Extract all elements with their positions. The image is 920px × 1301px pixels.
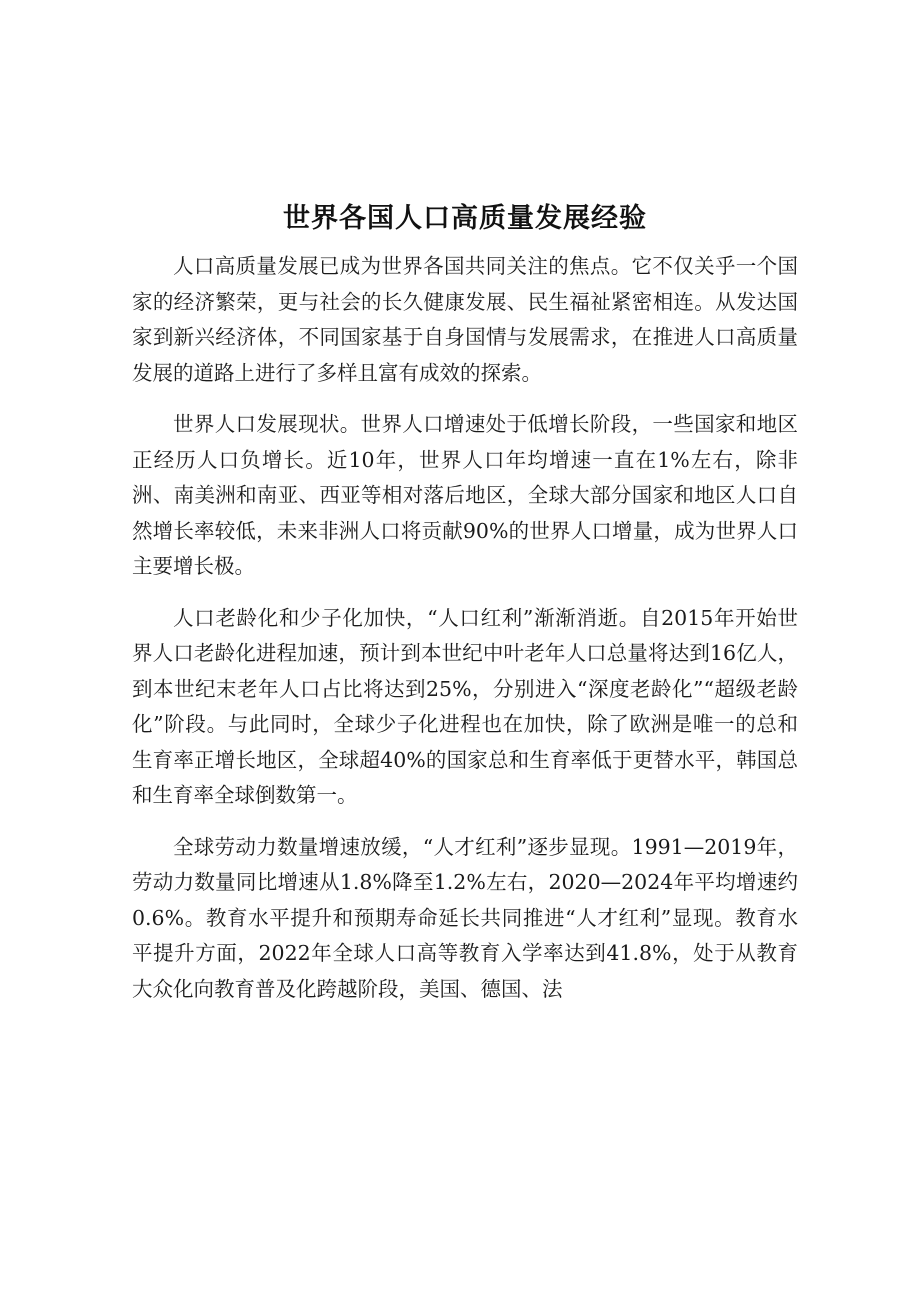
paragraph-labor: 全球劳动力数量增速放缓，“人才红利”逐步显现。1991—2019年，劳动力数量同比增速从1.8%降至1.2%左右，2020—2024年平均增速约0.6%。教育水平提升和预期寿命延长共同推进“人才红利”显现。教育水平提升方面，2022年全球人口高等教育入学率达到41.8%，处于从教育大众化向教育普及化跨越阶段，美国、德国、法: [132, 834, 798, 1001]
document-page: [132, 196, 798, 1023]
paragraph-population-status: 世界人口发展现状。世界人口增速处于低增长阶段，一些国家和地区正经历人口负增长。近10年，世界人口年均增速一直在1%左右，除非洲、南美洲和南亚、西亚等相对落后地区，全球大部分国家和地区人口自然增长率较低，未来非洲人口将贡献90%的世界人口增量，成为世界人口主要增长极。: [132, 412, 798, 578]
paragraph-aging: 人口老龄化和少子化加快，“人口红利”渐渐消逝。自2015年开始世界人口老龄化进程加速，预计到本世纪中叶老年人口总量将达到16亿人，到本世纪末老年人口占比将达到25%，分别进入“深度老龄化”“超级老龄化”阶段。与此同时，全球少子化进程也在加快，除了欧洲是唯一的总和生育率正增长地区，全球超40%的国家总和生育率低于更替水平，韩国总和生育率全球倒数第一。: [132, 605, 798, 807]
document-title: 世界各国人口高质量发展经验: [283, 203, 647, 234]
paragraph-intro: 人口高质量发展已成为世界各国共同关注的焦点。它不仅关乎一个国家的经济繁荣，更与社会的长久健康发展、民生福祉紧密相连。从发达国家到新兴经济体，不同国家基于自身国情与发展需求，在推进人口高质量发展的道路上进行了多样且富有成效的探索。: [132, 254, 798, 385]
